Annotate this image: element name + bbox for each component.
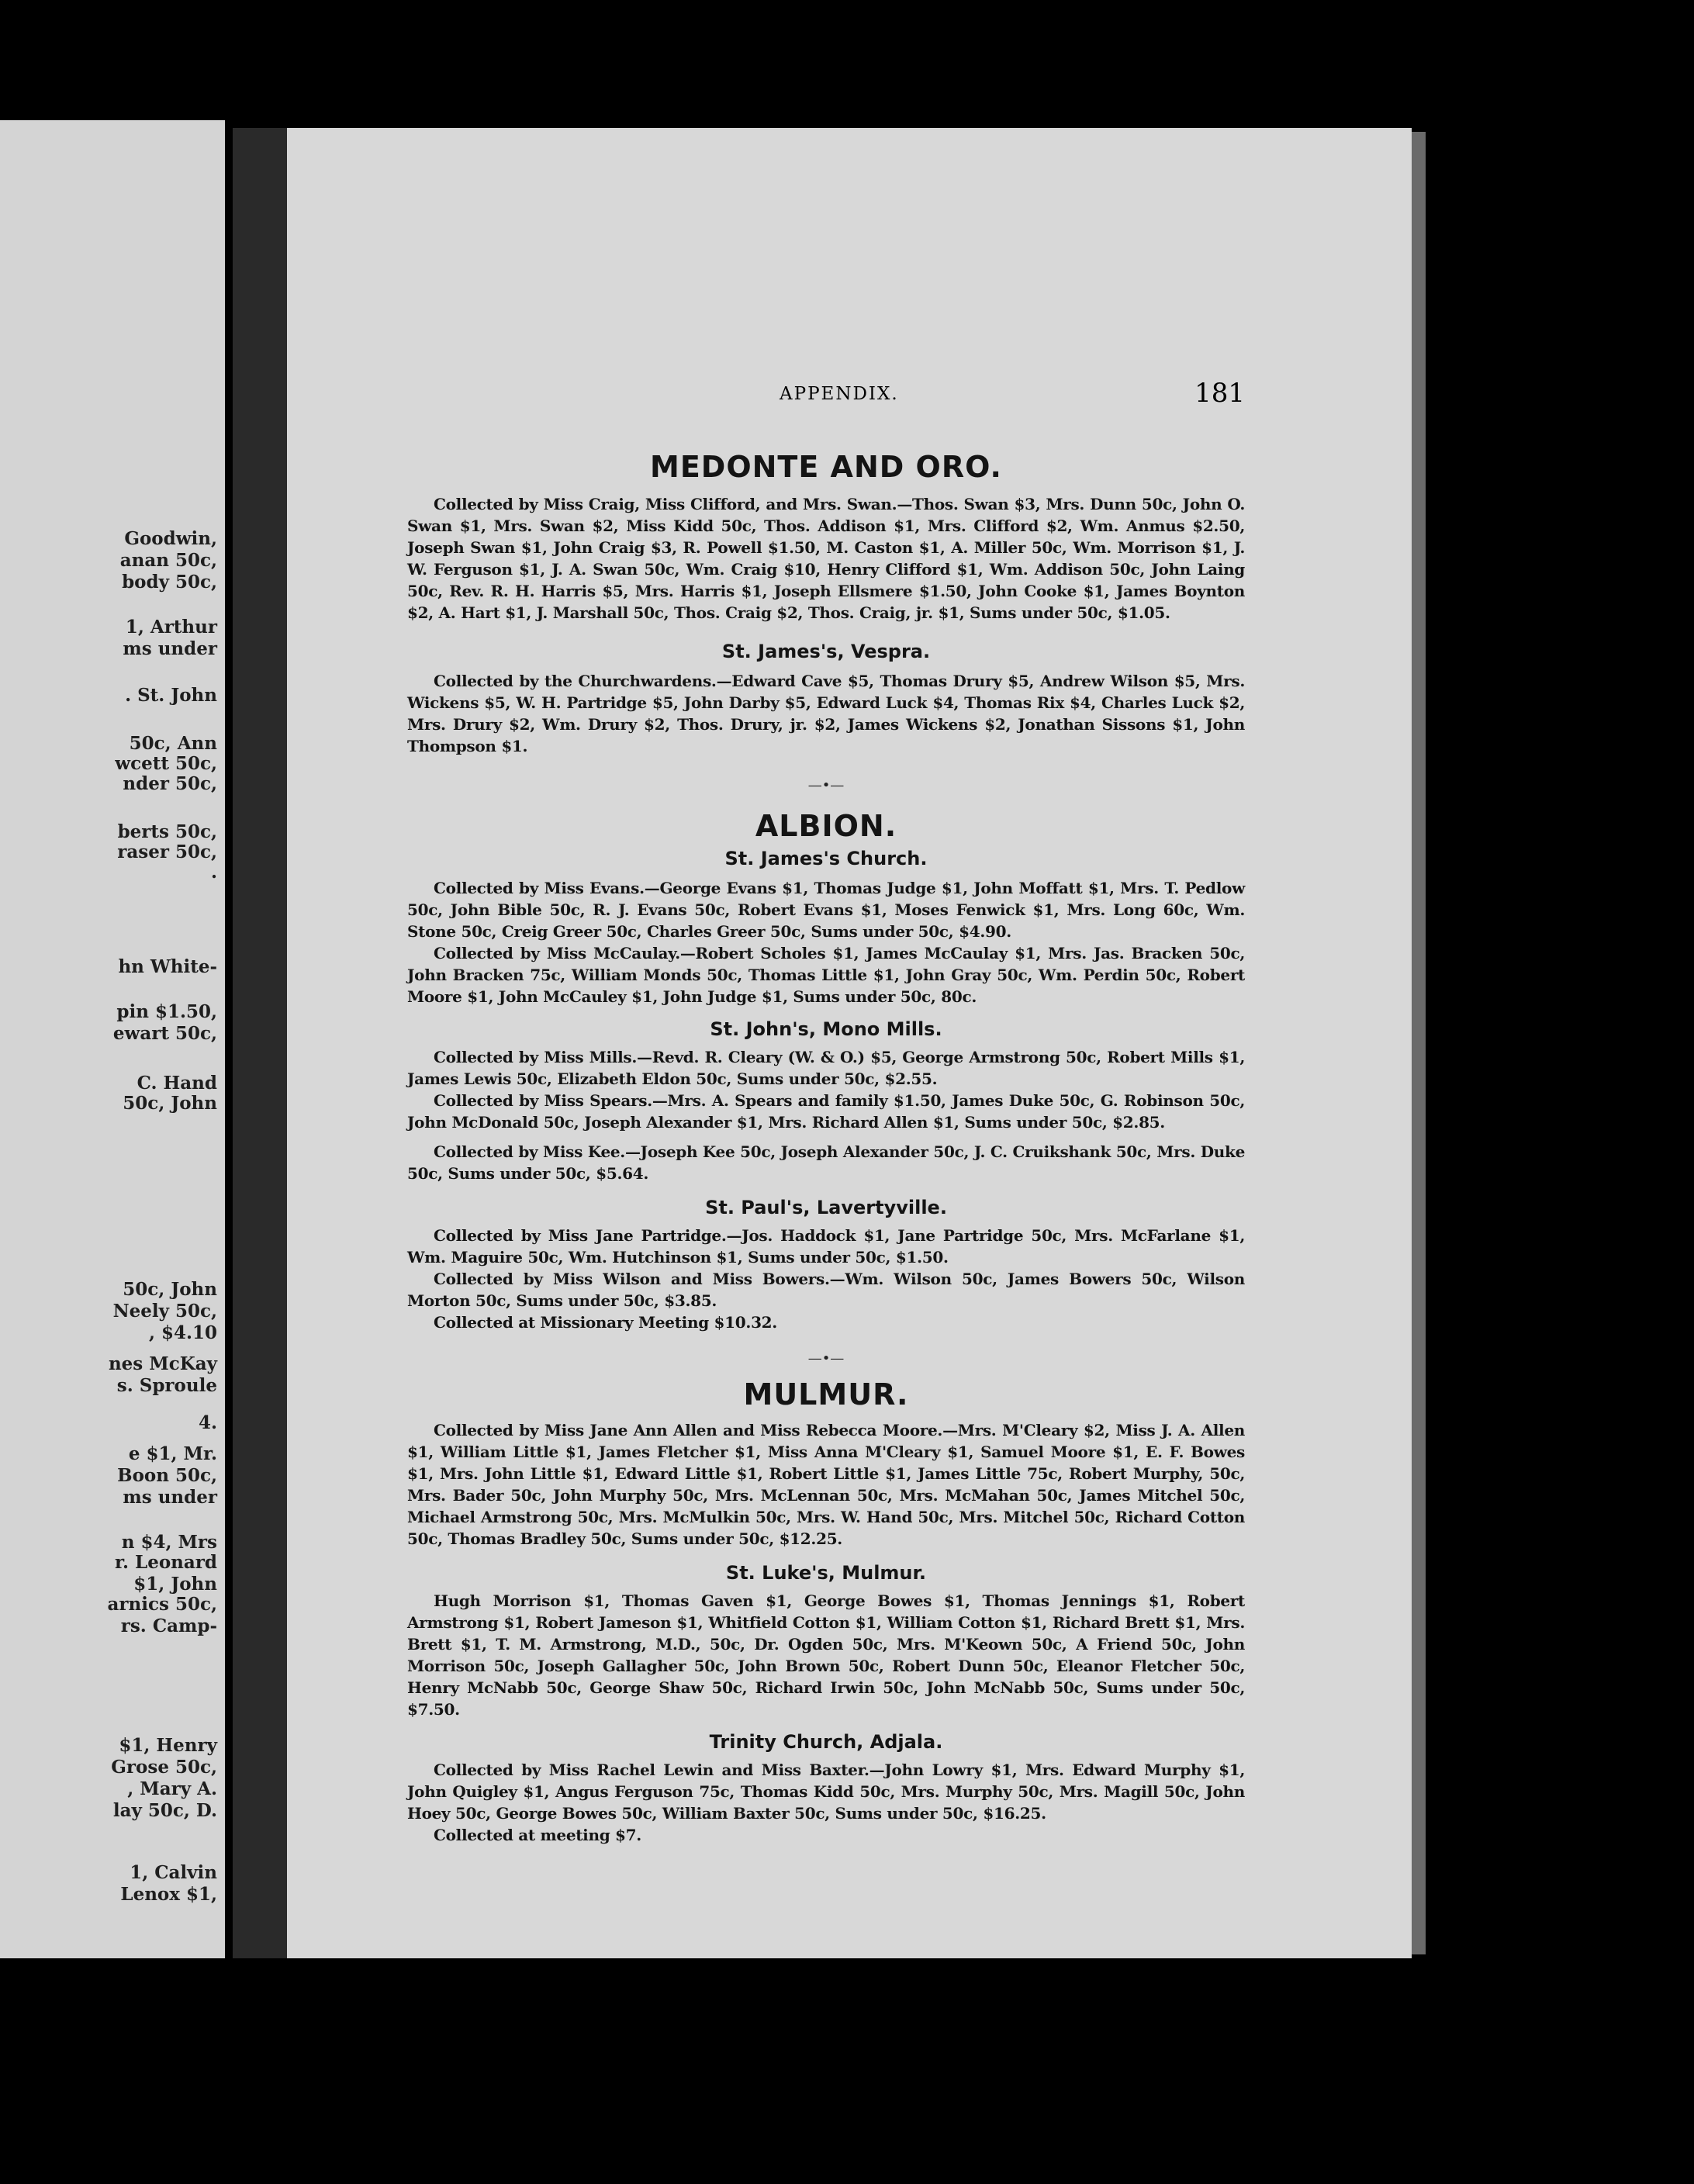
left-page-text-fragment: lay 50c, D. [112,1800,217,1821]
left-page-text-fragment: wcett 50c, [115,753,217,774]
left-page-text-fragment: ewart 50c, [112,1023,217,1044]
mulmur-para-3: Collected by Miss Rachel Lewin and Miss Baxter.—John Lowry $1, Mrs. Edward Murphy $1, John Quigley $1, Angus Ferguson 75c, Thomas Kidd 50c, Mrs. Murphy 50c, Mrs. Magill 50c, John Hoey 50c, George Bowes 50c, William Baxter 50c, Sums under 50c, $16.25. [407,1761,1245,1823]
left-page-text-fragment: , $4.10 [148,1322,217,1343]
left-page-text-fragment: anan 50c, [119,550,217,571]
page-number: 181 [1194,378,1245,409]
albion-para-7: Collected by Miss Wilson and Miss Bowers.—Wm. Wilson 50c, James Bowers 50c, Wilson Morton 50c, Sums under 50c, $3.85. [407,1270,1245,1310]
left-page-text-fragment: $1, John [133,1574,217,1595]
sub-title-mono-mills: St. John's, Mono Mills. [710,1018,942,1040]
sub-title-vespra: St. James's, Vespra. [721,641,931,662]
left-page-text-fragment: , Mary A. [127,1778,217,1799]
left-page-text-fragment: Goodwin, [124,528,217,549]
albion-para-1: Collected by Miss Evans.—George Evans $1, Thomas Judge $1, John Moffatt $1, Mrs. T. Pedlow 50c, John Bible 50c, R. J. Evans 50c, Robert Evans $1, Moses Fenwick $1, Mrs. Long 60c, Wm. Stone 50c, Creig Greer 50c, Charles Greer 50c, Sums under 50c, $4.90. [407,879,1245,941]
left-page-text-fragment: arnics 50c, [107,1594,217,1615]
left-page-text-fragment: C. Hand [130,1073,217,1094]
left-page-text-fragment: ms under [123,1487,217,1508]
left-page-text-fragment: body 50c, [122,572,217,593]
section-divider: —•— [807,1350,845,1367]
left-page-text-fragment: s. Sproule [116,1375,217,1396]
section-title-mulmur: MULMUR. [743,1377,909,1412]
sub-title-st-james-church: St. James's Church. [724,848,928,869]
left-page-text-fragment: raser 50c, [117,841,217,862]
left-page-text-fragment: nder 50c, [123,773,217,794]
left-page-text-fragment: nes McKay [108,1353,217,1374]
left-page-text-fragment: rs. Camp- [120,1616,217,1636]
left-page-text-fragment: ms under [123,638,217,659]
left-page-text-fragment: 50c, John [123,1279,217,1300]
sub-title-lavertyville: St. Paul's, Lavertyville. [705,1197,947,1218]
left-page-text-fragment: . [210,862,217,883]
albion-para-8: Collected at Missionary Meeting $10.32. [434,1313,777,1332]
mulmur-para-1: Collected by Miss Jane Ann Allen and Miss Rebecca Moore.—Mrs. M'Cleary $2, Miss J. A. Allen $1, William Little $1, James Fletcher $1, Miss Anna M'Cleary $1, Samuel Moore $1, E. F. Bowes $1, Mrs. John Little $1, Edward Little $1, Robert Little $1, James Little 75c, Robert Murphy, 50c, Mrs. Bader 50c, John Murphy 50c, Mrs. McLennan 50c, Mrs. McMahan 50c, James Mitchel 50c, Michael Armstrong 50c, Mrs. McMulkin 50c, Mrs. W. Hand 50c, Mrs. Mitchel 50c, Richard Cotton 50c, Thomas Bradley 50c, Sums under 50c, $12.25. [407,1421,1245,1548]
left-page-text-fragment: 50c, John [116,1093,217,1114]
left-page-text-fragment: Boon 50c, [117,1465,217,1486]
left-page-text-fragment: r. Leonard [115,1552,217,1573]
left-page-text-fragment: Grose 50c, [111,1757,217,1778]
left-page-text-fragment: Neely 50c, [112,1301,217,1322]
albion-para-2: Collected by Miss McCaulay.—Robert Scholes $1, James McCaulay $1, Mrs. Jas. Bracken 50c, John Bracken 75c, William Monds 50c, Thomas Little $1, John Gray 50c, Wm. Perdin 50c, Robert Moore $1, John McCauley $1, John Judge $1, Sums under 50c, 80c. [407,944,1245,1006]
section-divider: —•— [807,777,845,793]
left-page-text-fragment: hn White- [118,956,217,977]
running-head [407,378,1245,415]
left-page-text-fragment: n $4, Mrs [121,1532,217,1553]
left-page-text-fragment: 1, Calvin [130,1862,217,1883]
medonte-para-2: Collected by the Churchwardens.—Edward Cave $5, Thomas Drury $5, Andrew Wilson $5, Mrs. Wickens $5, W. H. Partridge $5, John Darby $5, Edward Luck $4, Thomas Rix $4, Charles Luck $2, Mrs. Drury $2, Wm. Drury $2, Thos. Drury, jr. $2, James Wickens $2, Jonathan Sissons $1, John Thompson $1. [407,672,1245,755]
albion-para-6: Collected by Miss Jane Partridge.—Jos. Haddock $1, Jane Partridge 50c, Mrs. McFarlane $1, Wm. Maguire 50c, Wm. Hutchinson $1, Sums under 50c, $1.50. [407,1226,1245,1267]
left-page-text-fragment: e $1, Mr. [128,1443,217,1464]
section-title-medonte: MEDONTE AND ORO. [650,450,1002,484]
mulmur-para-4: Collected at meeting $7. [434,1826,641,1844]
left-page-text-fragment: berts 50c, [117,821,217,842]
left-page-text-fragment: $1, Henry [119,1735,217,1756]
albion-para-4: Collected by Miss Spears.—Mrs. A. Spears and family $1.50, James Duke 50c, G. Robinson 50c, John McDonald 50c, Joseph Alexander $1, Mrs. Richard Allen $1, Sums under 50c, $2.85. [407,1091,1245,1132]
albion-para-5: Collected by Miss Kee.—Joseph Kee 50c, Joseph Alexander 50c, J. C. Cruikshank 50c, Mrs. Duke 50c, Sums under 50c, $5.64. [407,1142,1245,1183]
left-page-text-fragment: Lenox $1, [120,1884,217,1905]
albion-para-3: Collected by Miss Mills.—Revd. R. Cleary (W. & O.) $5, George Armstrong 50c, Robert Mills $1, James Lewis 50c, Elizabeth Eldon 50c, Sums under 50c, $2.55. [407,1048,1245,1088]
section-title-albion: ALBION. [755,809,897,843]
left-page-text-fragment: 4. [198,1412,217,1433]
left-page-text-fragment: 50c, Ann [129,733,217,754]
sub-title-adjala: Trinity Church, Adjala. [709,1731,943,1753]
running-title: APPENDIX. [780,384,899,404]
medonte-para-1: Collected by Miss Craig, Miss Clifford, and Mrs. Swan.—Thos. Swan $3, Mrs. Dunn 50c, John O. Swan $1, Mrs. Swan $2, Miss Kidd 50c, Thos. Addison $1, Mrs. Clifford $2, Wm. Anmus $2.50, Joseph Swan $1, John Craig $3, R. Powell $1.50, M. Caston $1, A. Miller 50c, Wm. Morrison $1, J. W. Ferguson $1, J. A. Swan 50c, Wm. Craig $10, Henry Clifford $1, Wm. Addison 50c, John Laing 50c, Rev. R. H. Harris $5, Mrs. Harris $1, Joseph Ellsmere $1.50, John Cooke $1, James Boynton $2, A. Hart $1, J. Marshall 50c, Thos. Craig $2, Thos. Craig, jr. $1, Sums under 50c, $1.05. [407,495,1245,622]
page-edge [1412,132,1426,1954]
left-page-text-fragment: 1, Arthur [125,617,217,638]
sub-title-st-lukes: St. Luke's, Mulmur. [725,1562,927,1584]
page-body [407,450,1245,1846]
left-page-text-fragment: pin $1.50, [116,1001,217,1022]
left-page-text-fragment: . St. John [125,685,217,706]
mulmur-para-2: Hugh Morrison $1, Thomas Gaven $1, George Bowes $1, Thomas Jennings $1, Robert Armstrong $1, Robert Jameson $1, Whitfield Cotton $1, William Cotton $1, Richard Brett $1, Mrs. Brett $1, T. M. Armstrong, M.D., 50c, Dr. Ogden 50c, Mrs. M'Keown 50c, A Friend 50c, John Morrison 50c, Joseph Gallagher 50c, John Brown 50c, Robert Dunn 50c, Eleanor Fletcher 50c, Henry McNabb 50c, George Shaw 50c, Richard Irwin 50c, John McNabb 50c, Sums under 50c, $7.50. [407,1591,1245,1719]
